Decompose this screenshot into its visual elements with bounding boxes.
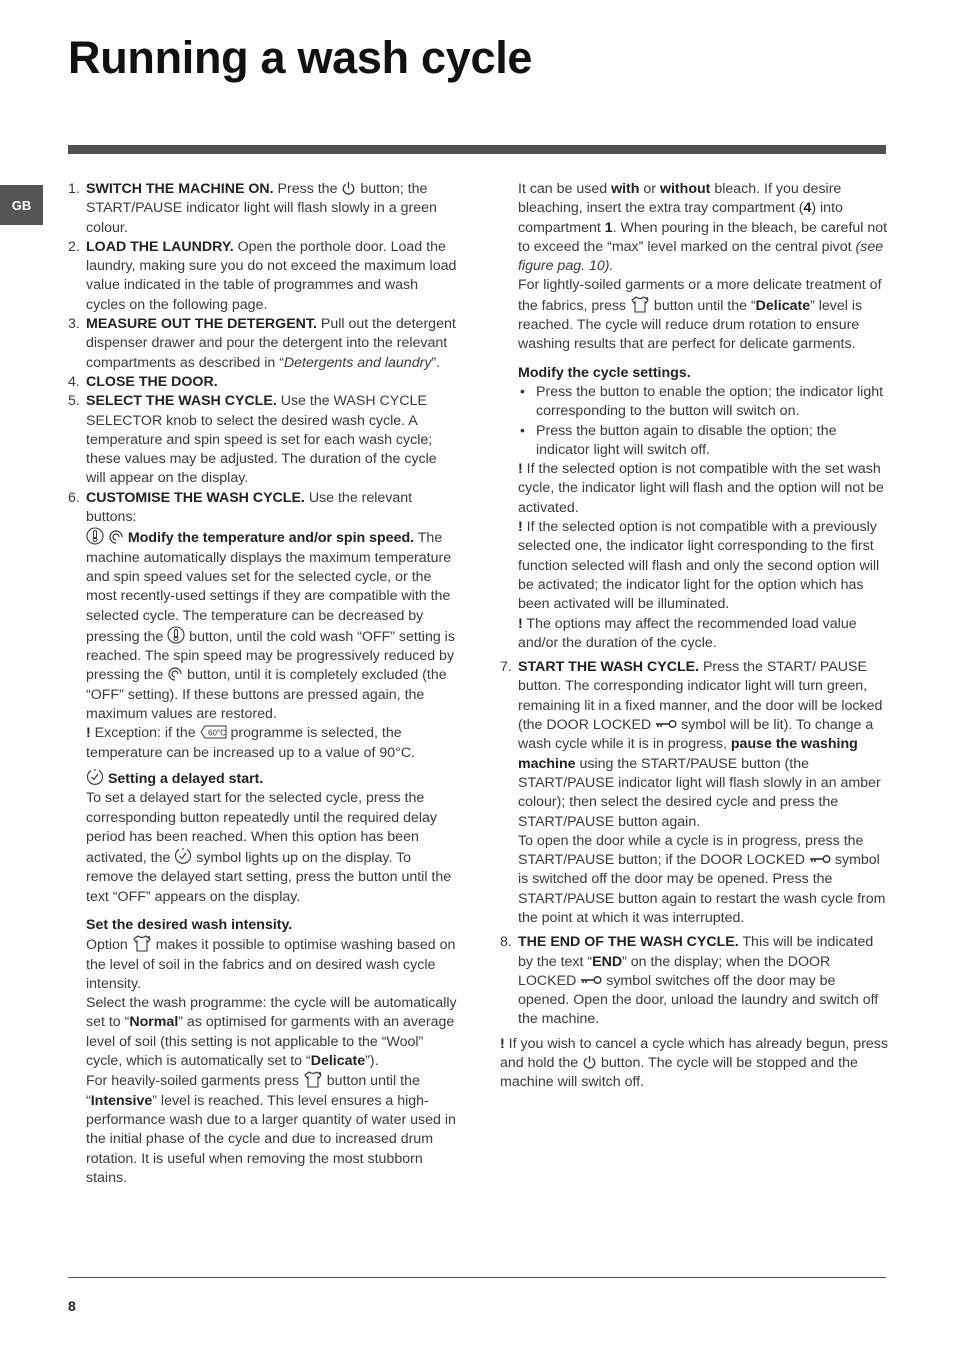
delay-clock-icon (174, 847, 192, 865)
warning-notes: ! If the selected option is not compatible with the set wash cycle, the indicator light will flash and the option will not be activated. ! If the selected option is not compatible with a previously selected one, the indicator light corresponding to the first function selected will flash and only the second option will be activated; the indicator light for the option which has been activated will be illuminated. ! The options may affect the recommended load value and/or the duration of the cycle. (518, 461, 884, 651)
step-4: 4. CLOSE THE DOOR. (68, 373, 218, 390)
modify-settings-heading: Modify the cycle settings. (518, 364, 691, 381)
temperature-icon (86, 527, 104, 545)
door-locked-key-icon (809, 854, 831, 864)
list-item: • Press the button to enable the option; the indicator light corresponding to the button will switch on. (520, 383, 884, 420)
step-3: 3. MEASURE OUT THE DETERGENT. Pull out the detergent dispenser drawer and pour the detergent into the relevant compartments as described in “Detergents and laundry”. (68, 316, 456, 371)
svg-text:60°C: 60°C (207, 728, 226, 738)
step-7: 7. START THE WASH CYCLE. Press the START/ PAUSE button. The corresponding indicator light will turn green, remaining lit in a fixed manner, and the door will be locked (the DOOR LOCKED symbol will be lit). To change a wash cycle while it is in progress, pause the washing machine using the START/PAUSE button (the START/PAUSE indicator light will flash slowly in an amber colour); then select the desired cycle and press the START/PAUSE button again. To open the door while a cycle is in progress, press the START/PAUSE button; if the DOOR LOCKED symbol is switched off the door may be opened. Press the START/PAUSE button again to restart the wash cycle from the point at which it was interrupted. (500, 659, 886, 926)
footer-rule (68, 1277, 886, 1278)
page-number: 8 (68, 1298, 76, 1314)
shirt-intensity-icon (630, 296, 650, 313)
temperature-icon (167, 626, 185, 644)
power-icon (582, 1055, 597, 1070)
power-icon (341, 181, 356, 196)
step-1: 1. SWITCH THE MACHINE ON. Press the button; the START/PAUSE indicator light will flash slowly in a green colour. (68, 181, 437, 236)
step-8: 8. THE END OF THE WASH CYCLE. This will be indicated by the text “END” on the display; when the DOOR LOCKED symbol switches off the door may be opened. Open the door, unload the laundry and switch off the machine. (500, 934, 879, 1028)
shirt-intensity-icon (132, 935, 152, 952)
door-locked-key-icon (655, 719, 677, 729)
step-5: 5. SELECT THE WASH CYCLE. Use the WASH CYCLE SELECTOR knob to select the desired wash cycle. A temperature and spin speed is set for each wash cycle; these values may be adjusted. The duration of the cycle will appear on the display. (68, 393, 437, 487)
header-rule (68, 145, 886, 154)
shirt-intensity-icon (303, 1071, 323, 1088)
wash-intensity-section: Set the desired wash intensity. Option makes it possible to optimise washing based on the level of soil in the fabrics and on desired wash cycle intensity. Select the wash programme: the cycle will be automatically set to “Normal” as optimised for garments with an average level of soil (this setting is not applicable to the “Wool” cycle, which is automatically set to “Delicate”). For heavily-soiled garments press button until the “Intensive” level is reached. This level ensures a high-performance wash due to a larger quantity of water used in the initial phase of the cycle and due to increased drum rotation. It is useful when removing the most stubborn stains. (86, 916, 457, 1186)
step-2: 2. LOAD THE LAUNDRY. Open the porthole door. Load the laundry, making sure you do not exceed the maximum load value indicated in the table of programmes and wash cycles on the following page. (68, 238, 457, 313)
temperature-spin-section: Modify the temperature and/or spin speed. The machine automatically displays the maximum temperature and spin speed values set for the selected cycle, or the most recently-used settings if they are compatible with the selected cycle. The temperature can be decreased by pressing the button, until the cold wash “OFF” setting is reached. The spin speed may be progressively reduced by pressing the button, until it is completely excluded (the “OFF” setting). If these buttons are pressed again, the maximum values are restored. ! Exception: if the 60°C programme is selected, the temperature can be increased up to a value of 90°C. (68, 527, 458, 763)
language-tab: GB (0, 185, 43, 225)
list-item: • Press the button again to disable the option; the indicator light will switch off. (520, 422, 837, 458)
door-locked-key-icon (580, 975, 602, 985)
bleach-paragraph: It can be used with or without bleach. If you desire bleaching, insert the extra tray compartment (4) into compartment 1. When pouring in the bleach, be careful not to exceed the “max” level marked on the central pivot (see figure pag. 10). For lightly-soiled garments or a more delicate treatment of the fabrics, press button until the “Delicate” level is reached. The cycle will reduce drum rotation to ensure washing results that are perfect for delicate garments. (518, 181, 888, 353)
60c-programme-icon (200, 725, 227, 739)
delay-clock-icon (86, 768, 104, 786)
spin-icon (167, 666, 183, 682)
left-column (68, 180, 458, 1188)
page-title: Running a wash cycle (68, 32, 533, 83)
delayed-start-section: Setting a delayed start. To set a delayed start for the selected cycle, press the corresponding button repeatedly until the required delay period has been reached. When this option has been activated, the symbol lights up on the display. To remove the delayed start setting, press the button until the text “OFF” appears on the display. (68, 768, 458, 907)
right-column (500, 180, 888, 1093)
spin-icon (108, 529, 124, 545)
step-6: 6. CUSTOMISE THE WASH CYCLE. Use the relevant buttons: (68, 489, 413, 526)
cancel-note: ! If you wish to cancel a cycle which has already begun, press and hold the button. The cycle will be stopped and the machine will switch off. (500, 1035, 888, 1091)
